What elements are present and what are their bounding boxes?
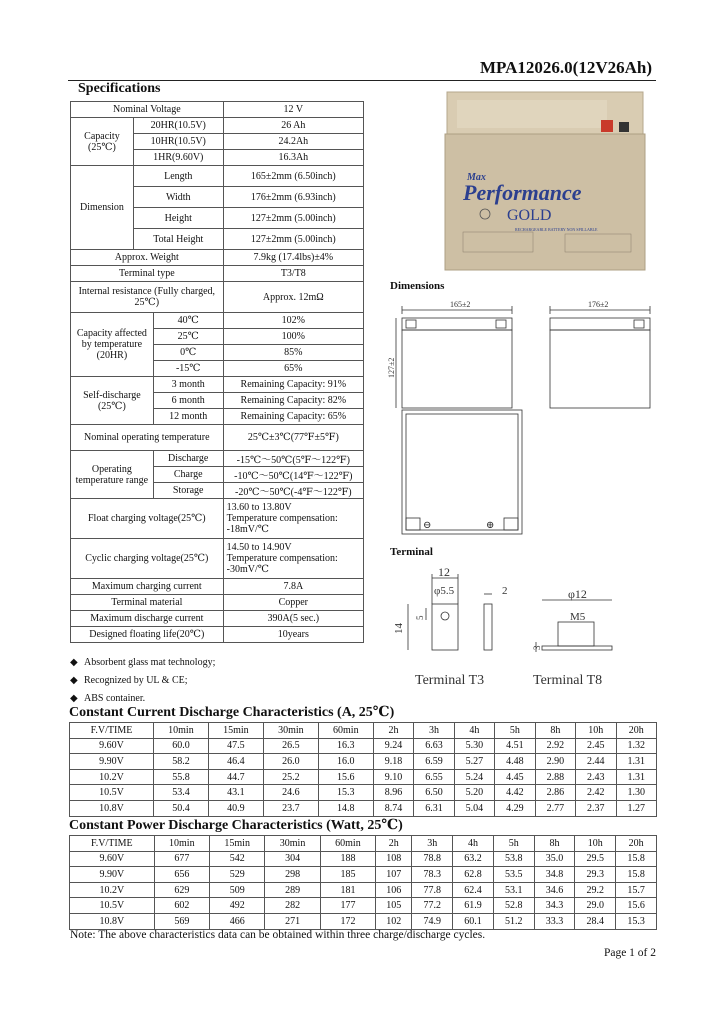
table-cell: 5.24 xyxy=(454,769,494,785)
series-text: GOLD xyxy=(507,207,552,224)
table-cell: 177 xyxy=(320,898,375,914)
table-row xyxy=(70,769,657,785)
temp-capacity-temp: 25℃ xyxy=(153,329,223,345)
operating-value: -20℃～50℃(-4℉～122℉) xyxy=(223,483,363,499)
table-cell: 509 xyxy=(210,882,265,898)
table-cell: 53.8 xyxy=(493,851,534,867)
table-cell: 35.0 xyxy=(534,851,575,867)
tagline-text: RECHARGEABLE BATTERY NON SPILLABLE xyxy=(515,227,598,232)
table-cell: 677 xyxy=(154,851,209,867)
dimension-value: 127±2mm (5.00inch) xyxy=(223,208,363,229)
dimension-value: 127±2mm (5.00inch) xyxy=(223,229,363,250)
table-row xyxy=(70,754,657,770)
operating-mode: Storage xyxy=(153,483,223,499)
table-cell: 4.45 xyxy=(495,769,535,785)
table-cell: 106 xyxy=(376,882,412,898)
table-cell: 181 xyxy=(320,882,375,898)
power-discharge-title: Constant Power Discharge Characteristics (Watt, 25℃) xyxy=(69,818,403,833)
negative-terminal-icon xyxy=(619,122,629,132)
operating-value: -10℃～50℃(14℉～122℉) xyxy=(223,467,363,483)
column-header: 4h xyxy=(453,836,494,852)
terminal-type-label: Terminal type xyxy=(71,266,224,282)
table-cell: 282 xyxy=(265,898,320,914)
table-row xyxy=(70,800,657,816)
table-cell: 304 xyxy=(265,851,320,867)
operating-mode: Charge xyxy=(153,467,223,483)
table-row xyxy=(70,738,657,754)
dimension-name: Width xyxy=(133,187,223,208)
table-cell: 50.4 xyxy=(153,800,208,816)
table-cell: 105 xyxy=(376,898,412,914)
self-discharge-period: 12 month xyxy=(153,409,223,425)
table-cell: 8.96 xyxy=(373,785,413,801)
capacity-label: Capacity (25℃) xyxy=(71,118,134,166)
table-cell: 9.60V xyxy=(70,851,155,867)
table-cell: 6.63 xyxy=(414,738,454,754)
table-cell: 14.8 xyxy=(318,800,373,816)
length-dim-label: 165±2 xyxy=(450,300,471,309)
table-cell: 5.27 xyxy=(454,754,494,770)
current-discharge-title: Constant Current Discharge Characteristics (A, 25℃) xyxy=(69,705,395,720)
self-discharge-period: 3 month xyxy=(153,377,223,393)
table-cell: 185 xyxy=(320,867,375,883)
table-cell: 15.6 xyxy=(616,898,657,914)
self-discharge-label: Self-discharge (25℃) xyxy=(71,377,154,425)
table-cell: 44.7 xyxy=(208,769,263,785)
table-cell: 2.92 xyxy=(535,738,575,754)
temp-capacity-value: 85% xyxy=(223,345,363,361)
table-cell: 656 xyxy=(154,867,209,883)
table-cell: 108 xyxy=(376,851,412,867)
table-cell: 29.0 xyxy=(575,898,616,914)
column-header: 10min xyxy=(154,836,209,852)
table-cell: 10.2V xyxy=(70,882,155,898)
operating-range-label: Operating temperature range xyxy=(71,451,154,499)
table-cell: 569 xyxy=(154,913,209,929)
table-cell: 28.4 xyxy=(575,913,616,929)
table-cell: 33.3 xyxy=(534,913,575,929)
table-cell: 15.8 xyxy=(616,851,657,867)
table-cell: 46.4 xyxy=(208,754,263,770)
table-cell: 58.2 xyxy=(153,754,208,770)
temp-capacity-temp: 0℃ xyxy=(153,345,223,361)
table-cell: 40.9 xyxy=(208,800,263,816)
table-cell: 1.31 xyxy=(616,754,657,770)
design-life-label: Designed floating life(20℃) xyxy=(71,627,224,643)
t3-width-label: 12 xyxy=(438,565,450,579)
nominal-voltage-label: Nominal Voltage xyxy=(71,102,224,118)
float-charging-comp: Temperature compensation: -18mV/℃ xyxy=(226,513,338,535)
table-cell: 2.90 xyxy=(535,754,575,770)
column-header: 60min xyxy=(318,723,373,739)
capacity-value: 24.2Ah xyxy=(223,134,363,150)
max-charging-current-label: Maximum charging current xyxy=(71,579,224,595)
self-discharge-value: Remaining Capacity: 91% xyxy=(223,377,363,393)
table-cell: 43.1 xyxy=(208,785,263,801)
column-header: F.V/TIME xyxy=(70,723,154,739)
table-cell: 62.8 xyxy=(453,867,494,883)
terminal-type-value: T3/T8 xyxy=(223,266,363,282)
capacity-rate: 10HR(10.5V) xyxy=(133,134,223,150)
table-cell: 107 xyxy=(376,867,412,883)
column-header: 15min xyxy=(208,723,263,739)
table-cell: 6.55 xyxy=(414,769,454,785)
table-cell: 29.5 xyxy=(575,851,616,867)
table-cell: 629 xyxy=(154,882,209,898)
self-discharge-value: Remaining Capacity: 65% xyxy=(223,409,363,425)
table-cell: 2.86 xyxy=(535,785,575,801)
nominal-temp-value: 25℃±3℃(77℉±5℉) xyxy=(223,425,363,451)
table-cell: 492 xyxy=(210,898,265,914)
cyclic-charging-value xyxy=(223,539,363,579)
width-dim-label: 176±2 xyxy=(588,300,609,309)
terminal-material-value: Copper xyxy=(223,595,363,611)
table-cell: 466 xyxy=(210,913,265,929)
column-header: 5h xyxy=(493,836,534,852)
table-cell: 55.8 xyxy=(153,769,208,785)
operating-value: -15℃～50℃(5℉～122℉) xyxy=(223,451,363,467)
table-cell: 23.7 xyxy=(263,800,318,816)
battery-photo xyxy=(445,92,645,270)
table-cell: 60.1 xyxy=(453,913,494,929)
brand-top-text: Max xyxy=(467,172,486,183)
table-cell: 16.0 xyxy=(318,754,373,770)
list-item: ◆ ABS container. xyxy=(70,690,215,708)
table-cell: 29.3 xyxy=(575,867,616,883)
capacity-value: 16.3Ah xyxy=(223,150,363,166)
table-cell: 10.5V xyxy=(70,785,154,801)
table-row xyxy=(70,913,657,929)
capacity-rate: 20HR(10.5V) xyxy=(133,118,223,134)
table-cell: 6.50 xyxy=(414,785,454,801)
column-header: 20h xyxy=(616,723,657,739)
table-cell: 47.5 xyxy=(208,738,263,754)
table-cell: 60.0 xyxy=(153,738,208,754)
table-cell: 2.43 xyxy=(576,769,616,785)
table-cell: 9.10 xyxy=(373,769,413,785)
t8-thread-label: M5 xyxy=(570,611,586,623)
table-cell: 61.9 xyxy=(453,898,494,914)
table-cell: 10.8V xyxy=(70,800,154,816)
column-header: 8h xyxy=(535,723,575,739)
table-cell: 4.42 xyxy=(495,785,535,801)
column-header: 5h xyxy=(495,723,535,739)
column-header: F.V/TIME xyxy=(70,836,155,852)
table-cell: 15.6 xyxy=(318,769,373,785)
table-cell: 102 xyxy=(376,913,412,929)
dimension-label: Dimension xyxy=(71,166,134,250)
table-row xyxy=(70,785,657,801)
table-cell: 1.27 xyxy=(616,800,657,816)
table-cell: 2.37 xyxy=(576,800,616,816)
table-cell: 289 xyxy=(265,882,320,898)
brand-text: Performance xyxy=(463,180,582,205)
temp-capacity-temp: -15℃ xyxy=(153,361,223,377)
table-row xyxy=(70,882,657,898)
table-cell: 15.3 xyxy=(318,785,373,801)
table-cell: 2.42 xyxy=(576,785,616,801)
temp-capacity-temp: 40℃ xyxy=(153,313,223,329)
specifications-table xyxy=(70,101,364,643)
capacity-rate: 1HR(9.60V) xyxy=(133,150,223,166)
table-cell: 63.2 xyxy=(453,851,494,867)
float-charging-value xyxy=(223,499,363,539)
t3-inner-label: 5 xyxy=(415,615,425,620)
table-cell: 2.88 xyxy=(535,769,575,785)
height-dim-label: 127±2 xyxy=(387,357,396,378)
capacity-value: 26 Ah xyxy=(223,118,363,134)
temp-capacity-value: 100% xyxy=(223,329,363,345)
t3-name-label: Terminal T3 xyxy=(415,673,485,688)
t8-diameter-label: φ12 xyxy=(568,587,587,601)
table-cell: 172 xyxy=(320,913,375,929)
cyclic-charging-comp: Temperature compensation: -30mV/℃ xyxy=(226,553,338,575)
table-cell: 24.6 xyxy=(263,785,318,801)
table-cell: 8.74 xyxy=(373,800,413,816)
table-cell: 62.4 xyxy=(453,882,494,898)
self-discharge-value: Remaining Capacity: 82% xyxy=(223,393,363,409)
table-cell: 1.32 xyxy=(616,738,657,754)
table-cell: 529 xyxy=(210,867,265,883)
table-cell: 542 xyxy=(210,851,265,867)
table-cell: 9.24 xyxy=(373,738,413,754)
table-cell: 5.20 xyxy=(454,785,494,801)
column-header: 30min xyxy=(265,836,320,852)
model-title: MPA12026.0(12V26Ah) xyxy=(479,58,652,77)
nominal-voltage-value: 12 V xyxy=(223,102,363,118)
table-cell: 53.1 xyxy=(493,882,534,898)
column-header: 10h xyxy=(575,836,616,852)
diamond-bullet-icon: ◆ xyxy=(70,675,78,686)
page-number: Page 1 of 2 xyxy=(603,947,656,959)
table-cell: 1.31 xyxy=(616,769,657,785)
design-life-value: 10years xyxy=(223,627,363,643)
t3-thickness-label: 2 xyxy=(502,585,508,597)
list-item: ◆ Recognized by UL & CE; xyxy=(70,672,215,690)
cyclic-charging-voltage: 14.50 to 14.90V xyxy=(226,542,292,553)
column-header: 10h xyxy=(576,723,616,739)
table-cell: 4.51 xyxy=(495,738,535,754)
feature-list xyxy=(70,654,215,708)
dimension-name: Height xyxy=(133,208,223,229)
table-cell: 5.30 xyxy=(454,738,494,754)
column-header: 4h xyxy=(454,723,494,739)
table-cell: 10.2V xyxy=(70,769,154,785)
table-row xyxy=(70,867,657,883)
column-header: 2h xyxy=(376,836,412,852)
column-header: 3h xyxy=(412,836,453,852)
table-cell: 10.8V xyxy=(70,913,155,929)
table-cell: 2.77 xyxy=(535,800,575,816)
t3-height-label: 14 xyxy=(393,623,405,634)
footnote: Note: The above characteristics data can be obtained within three charge/discharge cycles. xyxy=(70,929,486,941)
table-cell: 53.5 xyxy=(493,867,534,883)
column-header: 15min xyxy=(210,836,265,852)
operating-mode: Discharge xyxy=(153,451,223,467)
dimension-value: 165±2mm (6.50inch) xyxy=(223,166,363,187)
column-header: 10min xyxy=(153,723,208,739)
table-cell: 9.60V xyxy=(70,738,154,754)
table-cell: 1.30 xyxy=(616,785,657,801)
float-charging-label: Float charging voltage(25℃) xyxy=(71,499,224,539)
table-cell: 15.7 xyxy=(616,882,657,898)
max-charging-current-value: 7.8A xyxy=(223,579,363,595)
table-cell: 52.8 xyxy=(493,898,534,914)
dimensions-title: Dimensions xyxy=(390,280,445,292)
table-cell: 2.44 xyxy=(576,754,616,770)
dimension-name: Length xyxy=(133,166,223,187)
table-cell: 9.18 xyxy=(373,754,413,770)
current-discharge-table xyxy=(69,722,657,817)
table-cell: 16.3 xyxy=(318,738,373,754)
table-cell: 26.0 xyxy=(263,754,318,770)
table-cell: 602 xyxy=(154,898,209,914)
internal-resistance-label: Internal resistance (Fully charged, 25℃) xyxy=(71,282,224,313)
terminal-side-icon xyxy=(634,320,644,328)
column-header: 60min xyxy=(320,836,375,852)
table-cell: 2.45 xyxy=(576,738,616,754)
nominal-temp-label: Nominal operating temperature xyxy=(71,425,224,451)
table-cell: 9.90V xyxy=(70,867,155,883)
power-discharge-table xyxy=(69,835,657,930)
column-header: 20h xyxy=(616,836,657,852)
table-cell: 6.59 xyxy=(414,754,454,770)
table-cell: 29.2 xyxy=(575,882,616,898)
table-cell: 15.3 xyxy=(616,913,657,929)
terminal-drawing xyxy=(390,564,650,690)
specifications-title: Specifications xyxy=(78,81,161,96)
table-cell: 78.3 xyxy=(412,867,453,883)
table-header-row xyxy=(70,836,657,852)
table-cell: 78.8 xyxy=(412,851,453,867)
t8-depth-label: 3 xyxy=(532,645,542,650)
dimension-value: 176±2mm (6.93inch) xyxy=(223,187,363,208)
self-discharge-period: 6 month xyxy=(153,393,223,409)
positive-sign-icon: ⊕ xyxy=(486,520,495,531)
diamond-bullet-icon: ◆ xyxy=(70,657,78,668)
table-cell: 9.90V xyxy=(70,754,154,770)
table-row xyxy=(70,851,657,867)
table-row xyxy=(70,898,657,914)
table-cell: 15.8 xyxy=(616,867,657,883)
positive-terminal-icon xyxy=(601,120,613,132)
negative-sign-icon: ⊖ xyxy=(423,520,432,531)
temp-capacity-value: 65% xyxy=(223,361,363,377)
diamond-bullet-icon: ◆ xyxy=(70,693,78,704)
weight-label: Approx. Weight xyxy=(71,250,224,266)
column-header: 3h xyxy=(414,723,454,739)
table-cell: 34.3 xyxy=(534,898,575,914)
table-cell: 26.5 xyxy=(263,738,318,754)
table-cell: 298 xyxy=(265,867,320,883)
t8-name-label: Terminal T8 xyxy=(533,673,603,688)
cyclic-charging-label: Cyclic charging voltage(25℃) xyxy=(71,539,224,579)
internal-resistance-value: Approx. 12mΩ xyxy=(223,282,363,313)
t3-hole-label: φ5.5 xyxy=(434,585,455,597)
list-item: ◆ Absorbent glass mat technology; xyxy=(70,654,215,672)
terminal-material-label: Terminal material xyxy=(71,595,224,611)
table-cell: 188 xyxy=(320,851,375,867)
table-cell: 77.2 xyxy=(412,898,453,914)
table-cell: 6.31 xyxy=(414,800,454,816)
column-header: 8h xyxy=(534,836,575,852)
table-cell: 34.8 xyxy=(534,867,575,883)
weight-value: 7.9kg (17.4lbs)±4% xyxy=(223,250,363,266)
table-cell: 34.6 xyxy=(534,882,575,898)
table-cell: 74.9 xyxy=(412,913,453,929)
table-cell: 4.48 xyxy=(495,754,535,770)
table-cell: 5.04 xyxy=(454,800,494,816)
table-cell: 53.4 xyxy=(153,785,208,801)
table-cell: 10.5V xyxy=(70,898,155,914)
column-header: 30min xyxy=(263,723,318,739)
float-charging-voltage: 13.60 to 13.80V xyxy=(226,502,292,513)
dimensions-drawing xyxy=(388,298,658,538)
table-header-row xyxy=(70,723,657,739)
temp-capacity-label: Capacity affected by temperature (20HR) xyxy=(71,313,154,377)
temp-capacity-value: 102% xyxy=(223,313,363,329)
dimension-name: Total Height xyxy=(133,229,223,250)
table-cell: 77.8 xyxy=(412,882,453,898)
table-cell: 271 xyxy=(265,913,320,929)
table-cell: 51.2 xyxy=(493,913,534,929)
terminal-title: Terminal xyxy=(390,546,433,558)
column-header: 2h xyxy=(373,723,413,739)
table-cell: 25.2 xyxy=(263,769,318,785)
max-discharge-current-label: Maximum discharge current xyxy=(71,611,224,627)
table-cell: 4.29 xyxy=(495,800,535,816)
max-discharge-current-value: 390A(5 sec.) xyxy=(223,611,363,627)
